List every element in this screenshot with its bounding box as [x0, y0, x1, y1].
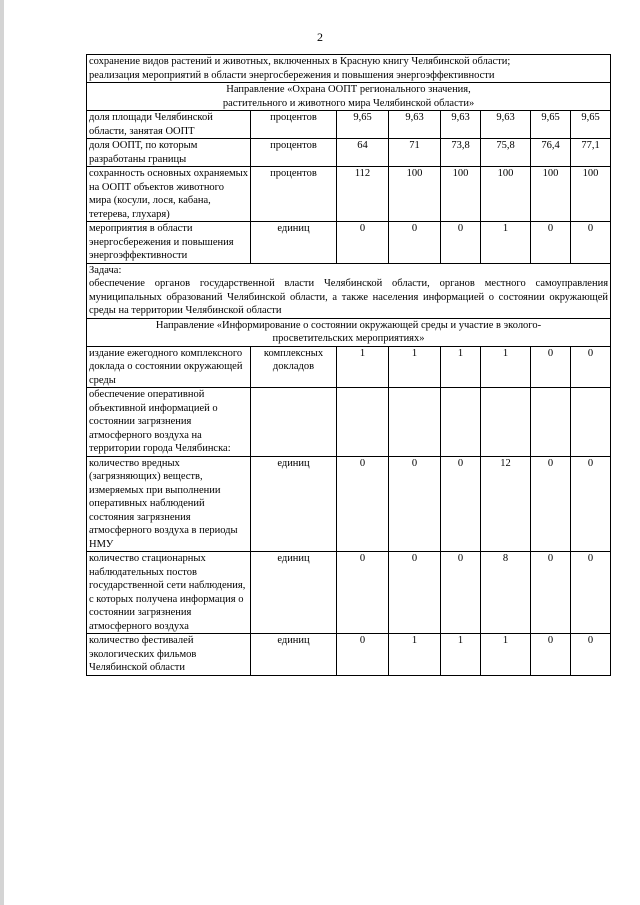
indicators-table — [86, 54, 611, 676]
indicator-value: 0 — [531, 552, 571, 634]
indicator-name: доля площади Челябинской области, занятая ООПТ — [87, 111, 251, 139]
indicator-value: 1 — [441, 634, 481, 676]
indicator-value: 0 — [389, 222, 441, 264]
indicator-value: 75,8 — [481, 139, 531, 167]
indicator-row — [87, 139, 611, 167]
indicator-value: 0 — [441, 552, 481, 634]
indicator-unit: единиц — [251, 456, 337, 552]
indicator-name: количество фестивалей экологических фильмов Челябинской области — [87, 634, 251, 676]
continuation-line: реализация мероприятий в области энергосбережения и повышения энергоэффективности — [89, 69, 495, 81]
indicator-name: количество вредных (загрязняющих) веществ, измеряемых при выполнении оперативных наблюдений состояния загрязнения атмосферного воздуха в периоды НМУ — [87, 456, 251, 552]
indicator-value: 0 — [441, 456, 481, 552]
indicator-value: 73,8 — [441, 139, 481, 167]
indicator-value: 77,1 — [571, 139, 611, 167]
indicator-value: 100 — [441, 167, 481, 222]
indicator-row — [87, 167, 611, 222]
indicator-value: 1 — [389, 634, 441, 676]
indicator-name: мероприятия в области энергосбережения и повышения энергоэффективности — [87, 222, 251, 264]
indicator-value: 9,65 — [571, 111, 611, 139]
indicator-unit: комплексных докладов — [251, 346, 337, 388]
indicator-value: 0 — [337, 222, 389, 264]
indicator-unit: процентов — [251, 139, 337, 167]
scan-edge — [0, 0, 4, 905]
indicator-row — [87, 634, 611, 676]
indicator-unit: процентов — [251, 167, 337, 222]
task-text: обеспечение органов государственной власти Челябинской области, органов местного самоуправления муниципальных образований Челябинской области, а также населения информацией о состоянии окружающей среды на территории Челябинской области — [89, 278, 609, 316]
indicator-value: 100 — [571, 167, 611, 222]
indicator-name: обеспечение оперативной объективной информацией о состоянии загрязнения атмосферного воздуха на территории города Челябинска: — [87, 388, 251, 457]
continuation-cell — [87, 55, 611, 83]
indicator-value: 1 — [481, 222, 531, 264]
direction-line: просветительских мероприятиях» — [272, 333, 425, 344]
indicator-row — [87, 222, 611, 264]
task-row — [87, 263, 611, 318]
indicator-value: 1 — [481, 346, 531, 388]
indicator-value: 0 — [337, 552, 389, 634]
direction-row — [87, 318, 611, 346]
indicator-value: 112 — [337, 167, 389, 222]
page-number: 2 — [317, 30, 323, 44]
indicator-unit: единиц — [251, 222, 337, 264]
indicator-unit: процентов — [251, 111, 337, 139]
indicator-value: 0 — [531, 346, 571, 388]
indicator-value — [389, 388, 441, 457]
indicator-value: 0 — [389, 552, 441, 634]
indicator-value: 0 — [337, 634, 389, 676]
indicator-value: 0 — [441, 222, 481, 264]
indicator-value: 71 — [389, 139, 441, 167]
indicator-value: 9,63 — [481, 111, 531, 139]
indicator-value: 9,63 — [389, 111, 441, 139]
direction-heading — [87, 318, 611, 346]
indicator-value: 0 — [571, 222, 611, 264]
task-cell — [87, 263, 611, 318]
direction-heading — [87, 83, 611, 111]
indicator-row — [87, 552, 611, 634]
direction-row — [87, 83, 611, 111]
indicator-value: 100 — [389, 167, 441, 222]
indicator-row — [87, 456, 611, 552]
indicator-row — [87, 111, 611, 139]
indicator-value: 0 — [531, 634, 571, 676]
indicator-value: 1 — [337, 346, 389, 388]
indicator-value: 8 — [481, 552, 531, 634]
task-label: Задача: — [89, 264, 122, 276]
direction-line: растительного и животного мира Челябинской области» — [222, 97, 475, 109]
indicator-unit: единиц — [251, 552, 337, 634]
indicator-value: 0 — [337, 456, 389, 552]
indicator-value: 0 — [389, 456, 441, 552]
indicator-value: 9,65 — [531, 111, 571, 139]
indicator-value: 100 — [481, 167, 531, 222]
indicator-unit — [251, 388, 337, 457]
indicator-value: 1 — [441, 346, 481, 388]
indicator-unit: единиц — [251, 634, 337, 676]
indicator-value: 0 — [571, 456, 611, 552]
indicator-name: доля ООПТ, по которым разработаны границы — [87, 139, 251, 167]
table-body — [87, 55, 611, 676]
indicator-value: 0 — [531, 456, 571, 552]
indicator-value: 9,63 — [441, 111, 481, 139]
indicator-value: 12 — [481, 456, 531, 552]
indicator-value — [441, 388, 481, 457]
indicator-value — [571, 388, 611, 457]
indicator-value: 1 — [481, 634, 531, 676]
indicator-value: 0 — [571, 552, 611, 634]
indicator-name: количество стационарных наблюдательных постов государственной сети наблюдения, с которых получена информация о состоянии загрязнения атмосферного воздуха — [87, 552, 251, 634]
indicator-value — [481, 388, 531, 457]
indicator-value: 9,65 — [337, 111, 389, 139]
indicator-value: 0 — [571, 346, 611, 388]
indicator-name: сохранность основных охраняемых на ООПТ объектов животного мира (косули, лося, кабана, тетерева, глухаря) — [87, 167, 251, 222]
continuation-row — [87, 55, 611, 83]
indicator-value — [531, 388, 571, 457]
indicator-name: издание ежегодного комплексного доклада о состоянии окружающей среды — [87, 346, 251, 388]
continuation-line: сохранение видов растений и животных, включенных в Красную книгу Челябинской области; — [89, 56, 511, 67]
indicator-row — [87, 346, 611, 388]
direction-line: Направление «Охрана ООПТ регионального значения, — [226, 84, 471, 95]
indicator-value: 0 — [531, 222, 571, 264]
indicator-value: 100 — [531, 167, 571, 222]
indicator-value: 76,4 — [531, 139, 571, 167]
indicator-row — [87, 388, 611, 457]
direction-line: Направление «Информирование о состоянии окружающей среды и участие в эколого- — [155, 319, 542, 331]
indicator-value: 64 — [337, 139, 389, 167]
indicator-value — [337, 388, 389, 457]
indicator-value: 0 — [571, 634, 611, 676]
indicator-value: 1 — [389, 346, 441, 388]
